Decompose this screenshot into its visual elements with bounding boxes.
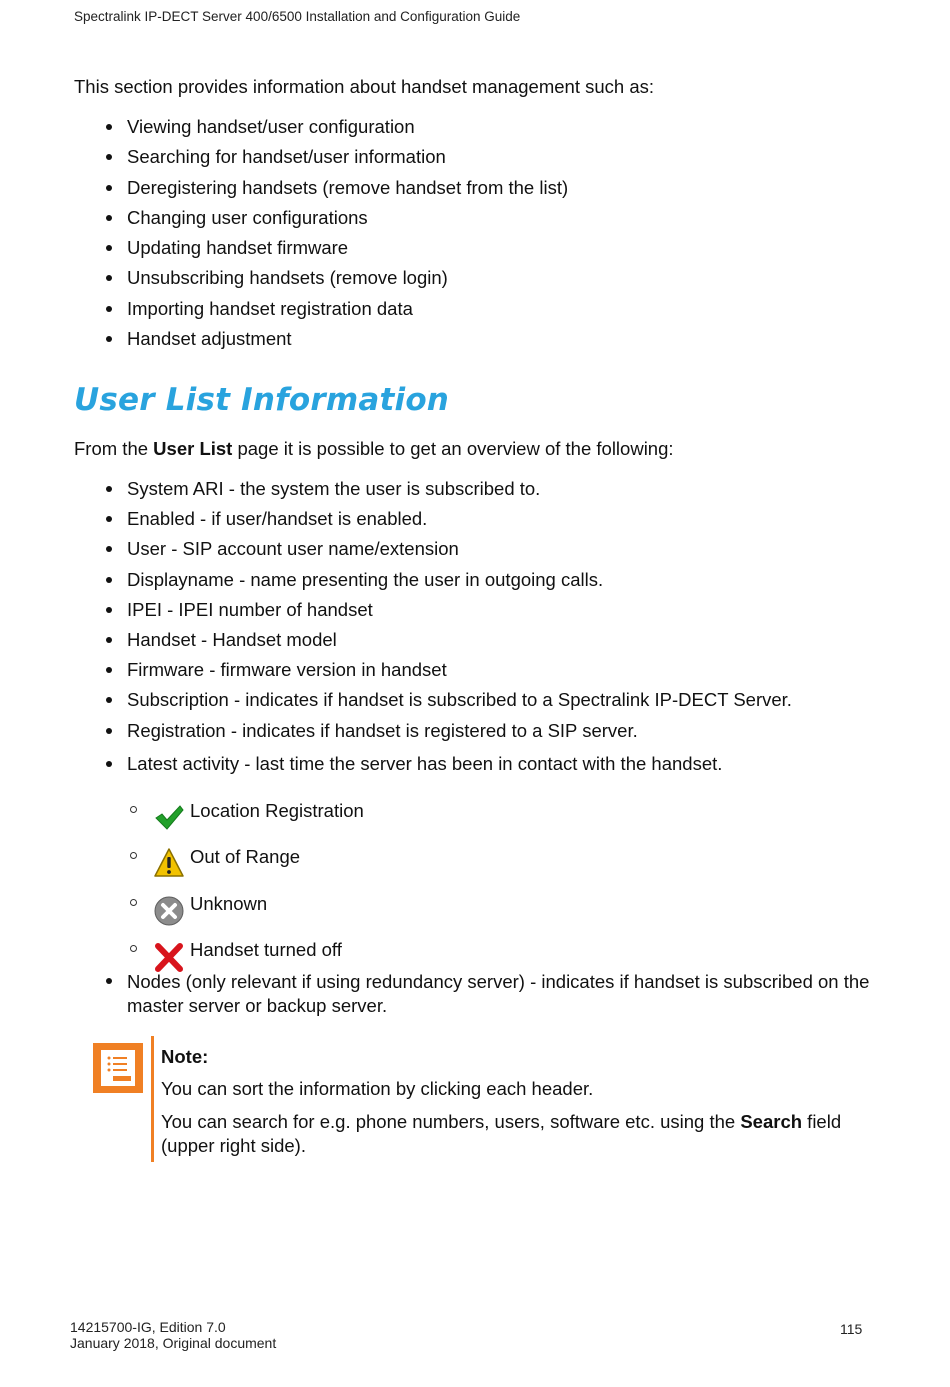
bullet-icon xyxy=(106,185,112,191)
warning-icon xyxy=(153,847,185,879)
circle-bullet-icon xyxy=(130,945,137,952)
search-term: Search xyxy=(740,1111,803,1132)
bullet-icon xyxy=(106,978,112,984)
bullet-icon xyxy=(106,667,112,673)
bullet-icon xyxy=(106,124,112,130)
note-title: Note: xyxy=(161,1046,209,1067)
user-list-fields xyxy=(74,478,874,783)
list-item: Importing handset registration data xyxy=(74,298,874,328)
list-item: Deregistering handsets (remove handset from the list) xyxy=(74,177,874,207)
note-box xyxy=(161,1045,861,1167)
nodes-list xyxy=(74,970,874,1018)
note-line: You can search for e.g. phone numbers, users, software etc. using the Search field (upper right side). xyxy=(161,1111,842,1156)
note-icon xyxy=(93,1043,143,1093)
list-item: Handset adjustment xyxy=(74,328,874,358)
list-item: Registration - indicates if handset is registered to a SIP server. xyxy=(74,720,874,753)
bullet-icon xyxy=(106,245,112,251)
list-item: Viewing handset/user configuration xyxy=(74,116,874,146)
note-accent-bar xyxy=(151,1036,154,1162)
doc-date: January 2018, Original document xyxy=(70,1335,277,1351)
checkmark-icon xyxy=(153,801,185,833)
bullet-icon xyxy=(106,154,112,160)
bullet-icon xyxy=(106,486,112,492)
list-item: Enabled - if user/handset is enabled. xyxy=(74,508,874,538)
note-line: You can sort the information by clicking each header. xyxy=(161,1078,594,1099)
section-lead: From the User List page it is possible to get an overview of the following: xyxy=(74,438,674,459)
bullet-icon xyxy=(106,546,112,552)
bullet-icon xyxy=(106,336,112,342)
list-item: Searching for handset/user information xyxy=(74,146,874,176)
bullet-icon xyxy=(106,306,112,312)
user-list-term: User List xyxy=(153,438,233,459)
list-item: Latest activity - last time the server has been in contact with the handset. xyxy=(74,753,874,783)
intro-paragraph: This section provides information about handset management such as: xyxy=(74,76,654,97)
list-item: Updating handset firmware xyxy=(74,237,874,267)
management-list xyxy=(74,116,874,358)
list-item: System ARI - the system the user is subscribed to. xyxy=(74,478,874,508)
list-item: Unsubscribing handsets (remove login) xyxy=(74,267,874,297)
page-number: 115 xyxy=(840,1321,863,1337)
circle-bullet-icon xyxy=(130,899,137,906)
bullet-icon xyxy=(106,728,112,734)
bullet-icon xyxy=(106,577,112,583)
bullet-icon xyxy=(106,607,112,613)
list-item: Firmware - firmware version in handset xyxy=(74,659,874,689)
bullet-icon xyxy=(106,761,112,767)
red-x-icon xyxy=(153,940,185,972)
unknown-icon xyxy=(153,894,185,926)
circle-bullet-icon xyxy=(130,806,137,813)
bullet-icon xyxy=(106,275,112,281)
list-item: IPEI - IPEI number of handset xyxy=(74,599,874,629)
bullet-icon xyxy=(106,516,112,522)
bullet-icon xyxy=(106,215,112,221)
list-item: Changing user configurations xyxy=(74,207,874,237)
list-item: Nodes (only relevant if using redundancy server) - indicates if handset is subscribed on the master server or backup server. xyxy=(74,970,874,1018)
running-header: Spectralink IP-DECT Server 400/6500 Installation and Configuration Guide xyxy=(74,9,521,24)
list-item: User - SIP account user name/extension xyxy=(74,538,874,568)
list-item: Subscription - indicates if handset is subscribed to a Spectralink IP-DECT Server. xyxy=(74,689,874,719)
section-heading: User List Information xyxy=(74,382,450,418)
list-item: Handset - Handset model xyxy=(74,629,874,659)
list-lines-icon xyxy=(101,1050,135,1086)
note-document-shape xyxy=(101,1050,135,1086)
circle-bullet-icon xyxy=(130,852,137,859)
list-item: Displayname - name presenting the user in outgoing calls. xyxy=(74,569,874,599)
bullet-icon xyxy=(106,637,112,643)
bullet-icon xyxy=(106,697,112,703)
footer-info xyxy=(70,1319,276,1351)
doc-id: 14215700-IG, Edition 7.0 xyxy=(70,1319,226,1335)
